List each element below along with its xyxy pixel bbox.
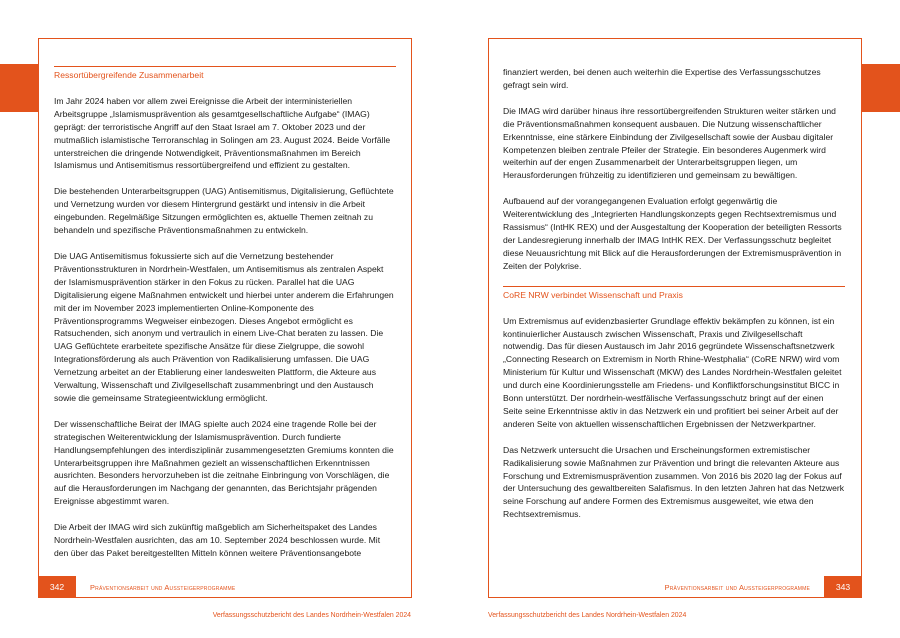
footer-right: Verfassungsschutzbericht des Landes Nordrhein-Westfalen 2024 bbox=[488, 612, 687, 619]
left-edge-tab bbox=[0, 64, 38, 112]
paragraph: Die UAG Antisemitismus fokussierte sich auf die Vernetzung bestehender Präventionsstrukturen in Nordrhein-Westfalen, um Antisemitismus als zentralen Aspekt der Islamismusprävention stärker in den Fokus zu rücken. Parallel hat die UAG Digitalisierung eigene Maßnahmen entwickelt und hierbei unter anderem die Erfahrungen mit der im November 2023 implementierten Online-Komponente des Präventionsprogramms Wegweiser einbezogen. Dieses Angebot ermöglicht es Ratsuchenden, sich anonym und vertraulich in einem Live-Chat beraten zu lassen. Die UAG Geflüchtete erarbeitete spezifische Ansätze für diese Zielgruppe, die sowohl Integrationsförderung als auch Prävention von Radikalisierung umfassen. Die UAG Vernetzung arbeitet an der Etablierung einer landesweiten Plattform, die Akteure aus Verwaltung, Wissenschaft und Zivilgesellschaft zusammenbringt und den Austausch sowie die gemeinsame Strategieentwicklung ermöglicht. bbox=[54, 250, 394, 403]
paragraph: Im Jahr 2024 haben vor allem zwei Ereignisse die Arbeit der interministeriellen Arbeitsgruppe „Islamismusprävention als gesamtgesellschaftliche Aufgabe“ (IMAG) geprägt: der terroristische Angriff auf den Staat Israel am 7. Oktober 2023 und der mutmaßlich islamistische Terroranschlag in Solingen am 23. August 2024. Beide Vorfälle unterstreichen die dringende Notwendigkeit, Präventionsmaßnahmen im Bereich Islamismus und Antisemitismus ressortübergreifend und effizient zu gestalten. bbox=[54, 95, 391, 171]
section-heading: CoRE NRW verbindet Wissenschaft und Praxis bbox=[503, 286, 845, 302]
right-page-body bbox=[503, 66, 845, 534]
paragraph: Das Netzwerk untersucht die Ursachen und Erscheinungsformen extremistischer Radikalisierung sowie Maßnahmen zur Prävention und bringt die relevanten Akteure aus Forschung und Extremismusprävention zusammen. Von 2016 bis 2020 lag der Fokus auf der Untersuchung des gewaltbereiten Salafismus. In den letzten Jahren hat das Netzwerk seine Forschung auf andere Formen des Extremismus ausgeweitet, wie etwa den Rechtsextremismus. bbox=[503, 444, 845, 520]
paragraph: Um Extremismus auf evidenzbasierter Grundlage effektiv bekämpfen zu können, ist ein kontinuierlicher Austausch zwischen Wissenschaft, Praxis und Zivilgesellschaft notwendig. Das für diesen Austausch im Jahr 2016 gegründete Wissenschaftsnetzwerk „Connecting Research on Extremism in North Rhine-Westphalia“ (CoRE NRW) wird vom Ministerium für Kultur und Wissenschaft (MKW) des Landes Nordrhein-Westfalen geleitet und durch eine Koordinierungsstelle am Friedens- und Konfliktforschungsinstitut BICC in Bonn unterstützt. Der nordrhein-westfälische Verfassungsschutz bringt auf der einen Seite seine Erkenntnisse aktiv in das Netzwerk ein und profitiert bei seiner Arbeit auf der anderen Seite von aktuellen wissenschaftlichen Ergebnissen der Netzwerkpartner. bbox=[503, 315, 842, 429]
paragraph: Aufbauend auf der vorangegangenen Evaluation erfolgt gegenwärtig die Weiterentwicklung des „Integrierten Handlungskonzepts gegen Rechtsextremismus und Rassismus“ (IntHK REX) und der Ausgestaltung der Kooperation der beteiligten Ressorts der Landesregierung innerhalb der IMAG IntHK REX. Der Verfassungsschutz begleitet diese Neuausrichtung mit Blick auf die Herausforderungen der Extremismusprävention in Zeiten der Polykrise. bbox=[503, 196, 842, 271]
running-head-left: Präventionsarbeit und Aussteigerprogramme bbox=[90, 583, 236, 592]
paragraph: finanziert werden, bei denen auch weiterhin die Expertise des Verfassungsschutzes gefragt sein wird. bbox=[503, 67, 821, 90]
running-head-right: Präventionsarbeit und Aussteigerprogramme bbox=[664, 583, 810, 592]
section-heading: Ressortübergreifende Zusammenarbeit bbox=[54, 70, 204, 80]
section-rule bbox=[54, 66, 396, 67]
paragraph: Die bestehenden Unterarbeitsgruppen (UAG) Antisemitismus, Digitalisierung, Geflüchtete und Vernetzung wurden vor diesem Hintergrund gestärkt und intensiv in die Arbeit eingebunden. Regelmäßige Sitzungen ermöglichten es, aktuelle Themen zeitnah zu behandeln und spezifische Präventionsmaßnahmen zu entwickeln. bbox=[54, 186, 394, 236]
paragraph: Die Arbeit der IMAG wird sich zukünftig maßgeblich am Sicherheitspaket des Landes Nordrhein-Westfalen ausrichten, das am 10. September 2024 beschlossen wurde. Mit den über das Paket bereitgestellten Mitteln können weitere Präventionsangebote bbox=[54, 522, 381, 558]
paragraph: Die IMAG wird darüber hinaus ihre ressortübergreifenden Strukturen weiter stärken und die Präventionsmaßnahmen konsequent ausbauen. Die Nutzung wissenschaftlicher Erkenntnisse, eine stärkere Einbindung der Zivilgesellschaft sowie der Ausbau digitaler Kompetenzen bleiben zentrale Pfeiler der Strategie. Ein besonderes Augenmerk wird weiterhin auf der engen Zusammenarbeit der Unterarbeitsgruppen liegen, um Herausforderungen frühzeitig zu identifizieren und gemeinsam zu bewältigen. bbox=[503, 105, 836, 181]
paragraph: Der wissenschaftliche Beirat der IMAG spielte auch 2024 eine tragende Rolle bei der strategischen Weiterentwicklung der Islamismusprävention. Durch fundierte Handlungsempfehlungen des interdisziplinär zusammengesetzten Gremiums konnten die Unterarbeitsgruppen ihre Maßnahmen gezielt an wissenschaftlichen Erkenntnissen ausrichten. Besonders hervorzuheben ist die zeitnahe Einbringung von Vorschlägen, die auf die Herausforderungen im Nachgang der genannten, das Berichtsjahr prägenden Ereignisse abgestimmt waren. bbox=[54, 418, 394, 507]
left-page-body bbox=[54, 66, 396, 573]
page-number-right: 343 bbox=[824, 576, 862, 598]
right-edge-tab bbox=[862, 64, 900, 112]
page-number-left: 342 bbox=[38, 576, 76, 598]
footer-left: Verfassungsschutzbericht des Landes Nordrhein-Westfalen 2024 bbox=[212, 612, 411, 619]
